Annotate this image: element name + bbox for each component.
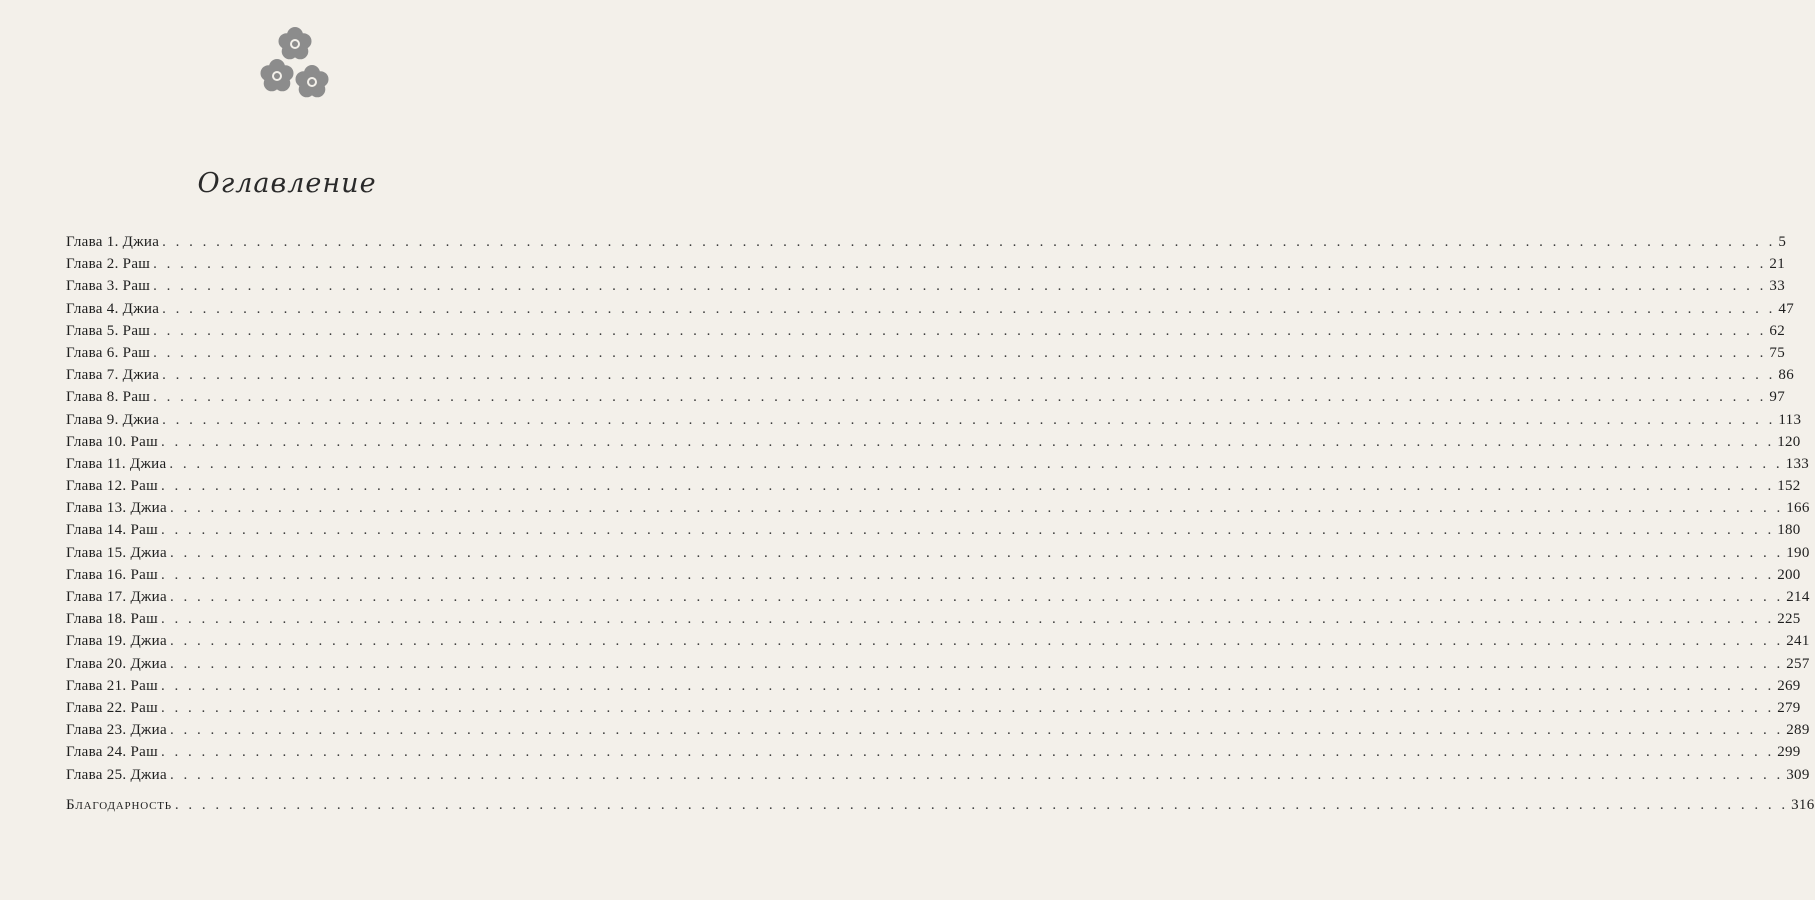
entry-title: Глава 9. Джиа — [66, 411, 160, 428]
entry-title: Глава 25. Джиа — [66, 766, 167, 783]
entry-page-number: 62 — [1769, 322, 1785, 339]
entry-page-number: 166 — [1786, 500, 1810, 517]
entry-page-number: 113 — [1778, 411, 1802, 428]
entry-page-number: 257 — [1786, 655, 1810, 672]
toc-entry[interactable] — [66, 630, 1810, 652]
entry-page-number: 5 — [1778, 234, 1787, 250]
entry-title: Глава 11. Джиа — [66, 455, 167, 472]
toc-entry[interactable] — [66, 409, 1802, 431]
entry-page-number: 152 — [1777, 478, 1801, 495]
toc-entry[interactable] — [66, 653, 1810, 675]
dot-leader: . . . . . . . . . . . . . . . . . . . . . . . . . . . . . . . . . . . . . . . . . . . . . . . . . . . . . . . . . . . . . . . . . . . . . . . . . . . . . . . . . . . . . . . . . . . . . . . . . . . . . . . . . . . . . . . . . . . . . . . . — [162, 234, 1776, 250]
entry-title: Глава 8. Раш — [66, 389, 151, 406]
toc-entry[interactable] — [66, 497, 1810, 519]
dot-leader: . . . . . . . . . . . . . . . . . . . . . . . . . . . . . . . . . . . . . . . . . . . . . . . . . . . . . . . . . . . . . . . . . . . . . . . . . . . . . . . . . . . . . . . . . . . . . . . . . . . . . . . . . . . . . . . . . . . . . . . . — [160, 744, 1775, 761]
entry-page-number: 279 — [1777, 699, 1801, 716]
toc-entry[interactable] — [66, 298, 1795, 320]
dot-leader: . . . . . . . . . . . . . . . . . . . . . . . . . . . . . . . . . . . . . . . . . . . . . . . . . . . . . . . . . . . . . . . . . . . . . . . . . . . . . . . . . . . . . . . . . . . . . . . . . . . . . . . . . . . . . . . . . . . . . . . . — [169, 722, 1784, 739]
entry-title: Глава 23. Джиа — [66, 722, 167, 739]
dot-leader: . . . . . . . . . . . . . . . . . . . . . . . . . . . . . . . . . . . . . . . . . . . . . . . . . . . . . . . . . . . . . . . . . . . . . . . . . . . . . . . . . . . . . . . . . . . . . . . . . . . . . . . . . . . . . . . . . . . . . . . . — [169, 589, 1784, 605]
entry-title: Глава 13. Джиа — [66, 500, 167, 517]
dot-leader: . . . . . . . . . . . . . . . . . . . . . . . . . . . . . . . . . . . . . . . . . . . . . . . . . . . . . . . . . . . . . . . . . . . . . . . . . . . . . . . . . . . . . . . . . . . . . . . . . . . . . . . . . . . . . . . . . . . . . . . . — [160, 699, 1775, 716]
dot-leader: . . . . . . . . . . . . . . . . . . . . . . . . . . . . . . . . . . . . . . . . . . . . . . . . . . . . . . . . . . . . . . . . . . . . . . . . . . . . . . . . . . . . . . . . . . . . . . . . . . . . . . . . . . . . . . . . . . . . . . . . — [169, 544, 1784, 561]
toc-entry[interactable] — [66, 719, 1810, 741]
entry-title: Глава 16. Раш — [66, 566, 158, 583]
dot-leader: . . . . . . . . . . . . . . . . . . . . . . . . . . . . . . . . . . . . . . . . . . . . . . . . . . . . . . . . . . . . . . . . . . . . . . . . . . . . . . . . . . . . . . . . . . . . . . . . . . . . . . . . . . . . . . . . . . . . . . . . — [169, 633, 1784, 650]
entry-page-number: 97 — [1769, 389, 1785, 406]
entry-page-number: 75 — [1769, 344, 1785, 361]
entry-title: Глава 10. Раш — [66, 433, 158, 450]
entry-title: Благодарность — [66, 796, 172, 813]
dot-leader: . . . . . . . . . . . . . . . . . . . . . . . . . . . . . . . . . . . . . . . . . . . . . . . . . . . . . . . . . . . . . . . . . . . . . . . . . . . . . . . . . . . . . . . . . . . . . . . . . . . . . . . . . . . . . . . . . . . . . . . . — [153, 389, 1767, 406]
entry-page-number: 190 — [1786, 544, 1810, 561]
entry-title: Глава 5. Раш — [66, 322, 151, 339]
entry-title: Глава 21. Раш — [66, 677, 158, 694]
toc-entry[interactable] — [66, 453, 1810, 475]
dot-leader: . . . . . . . . . . . . . . . . . . . . . . . . . . . . . . . . . . . . . . . . . . . . . . . . . . . . . . . . . . . . . . . . . . . . . . . . . . . . . . . . . . . . . . . . . . . . . . . . . . . . . . . . . . . . . . . . . . . . . . . . — [153, 344, 1767, 361]
toc-entry[interactable] — [66, 697, 1801, 719]
toc-entry[interactable] — [66, 741, 1801, 763]
entry-page-number: 299 — [1777, 744, 1801, 761]
entry-page-number: 200 — [1777, 566, 1801, 583]
dot-leader: . . . . . . . . . . . . . . . . . . . . . . . . . . . . . . . . . . . . . . . . . . . . . . . . . . . . . . . . . . . . . . . . . . . . . . . . . . . . . . . . . . . . . . . . . . . . . . . . . . . . . . . . . . . . . . . . . . . . . . . . — [160, 433, 1775, 450]
toc-entry[interactable] — [66, 542, 1810, 564]
toc-entry[interactable] — [66, 253, 1785, 275]
entry-title: Глава 20. Джиа — [66, 655, 167, 672]
toc-entry[interactable] — [66, 275, 1785, 297]
page-title: Оглавление — [197, 168, 377, 199]
toc-entry[interactable] — [66, 475, 1801, 497]
table-of-contents — [66, 231, 1815, 816]
dot-leader: . . . . . . . . . . . . . . . . . . . . . . . . . . . . . . . . . . . . . . . . . . . . . . . . . . . . . . . . . . . . . . . . . . . . . . . . . . . . . . . . . . . . . . . . . . . . . . . . . . . . . . . . . . . . . . . . . . . . . . . . — [160, 566, 1775, 583]
entry-title: Глава 12. Раш — [66, 478, 158, 495]
toc-entry[interactable] — [66, 431, 1801, 453]
entry-title: Глава 6. Раш — [66, 344, 151, 361]
entry-title: Глава 24. Раш — [66, 744, 158, 761]
dot-leader: . . . . . . . . . . . . . . . . . . . . . . . . . . . . . . . . . . . . . . . . . . . . . . . . . . . . . . . . . . . . . . . . . . . . . . . . . . . . . . . . . . . . . . . . . . . . . . . . . . . . . . . . . . . . . . . . . . . . . . . . — [153, 322, 1767, 339]
entry-page-number: 241 — [1786, 633, 1810, 650]
entry-page-number: 289 — [1786, 722, 1810, 739]
entry-title: Глава 19. Джиа — [66, 633, 167, 650]
dot-leader: . . . . . . . . . . . . . . . . . . . . . . . . . . . . . . . . . . . . . . . . . . . . . . . . . . . . . . . . . . . . . . . . . . . . . . . . . . . . . . . . . . . . . . . . . . . . . . . . . . . . . . . . . . . . . . . . . . . . . . . . — [162, 300, 1776, 317]
toc-entry[interactable] — [66, 386, 1785, 408]
entry-page-number: 225 — [1777, 611, 1801, 628]
toc-entry[interactable] — [66, 231, 1787, 253]
dot-leader: . . . . . . . . . . . . . . . . . . . . . . . . . . . . . . . . . . . . . . . . . . . . . . . . . . . . . . . . . . . . . . . . . . . . . . . . . . . . . . . . . . . . . . . . . . . . . . . . . . . . . . . . . . . . . . . . . . . . . . . . — [160, 677, 1775, 694]
toc-entry[interactable] — [66, 342, 1785, 364]
entry-title: Глава 18. Раш — [66, 611, 158, 628]
dot-leader: . . . . . . . . . . . . . . . . . . . . . . . . . . . . . . . . . . . . . . . . . . . . . . . . . . . . . . . . . . . . . . . . . . . . . . . . . . . . . . . . . . . . . . . . . . . . . . . . . . . . . . . . . . . . . . . . . . . . . . . . — [160, 611, 1775, 628]
dot-leader: . . . . . . . . . . . . . . . . . . . . . . . . . . . . . . . . . . . . . . . . . . . . . . . . . . . . . . . . . . . . . . . . . . . . . . . . . . . . . . . . . . . . . . . . . . . . . . . . . . . . . . . . . . . . . . . . . . . . . . . . — [160, 522, 1775, 539]
entry-page-number: 21 — [1769, 256, 1785, 273]
entry-title: Глава 4. Джиа — [66, 300, 160, 317]
toc-entry[interactable] — [66, 608, 1801, 630]
toc-entry[interactable] — [66, 564, 1801, 586]
entry-page-number: 316 — [1791, 796, 1815, 813]
entry-title: Глава 15. Джиа — [66, 544, 167, 561]
dot-leader: . . . . . . . . . . . . . . . . . . . . . . . . . . . . . . . . . . . . . . . . . . . . . . . . . . . . . . . . . . . . . . . . . . . . . . . . . . . . . . . . . . . . . . . . . . . . . . . . . . . . . . . . . . . . . . . . . . . . . . . . — [169, 500, 1784, 517]
entry-title: Глава 22. Раш — [66, 699, 158, 716]
entry-page-number: 180 — [1777, 522, 1801, 539]
entry-page-number: 309 — [1786, 766, 1810, 783]
dot-leader: . . . . . . . . . . . . . . . . . . . . . . . . . . . . . . . . . . . . . . . . . . . . . . . . . . . . . . . . . . . . . . . . . . . . . . . . . . . . . . . . . . . . . . . . . . . . . . . . . . . . . . . . . . . . . . . . . . . . . . . . — [160, 478, 1775, 495]
dot-leader: . . . . . . . . . . . . . . . . . . . . . . . . . . . . . . . . . . . . . . . . . . . . . . . . . . . . . . . . . . . . . . . . . . . . . . . . . . . . . . . . . . . . . . . . . . . . . . . . . . . . . . . . . . . . . . . . . . . . . . . . — [153, 256, 1767, 273]
entry-page-number: 33 — [1769, 278, 1785, 295]
entry-page-number: 133 — [1785, 455, 1810, 472]
toc-entry[interactable] — [66, 519, 1801, 541]
dot-leader: . . . . . . . . . . . . . . . . . . . . . . . . . . . . . . . . . . . . . . . . . . . . . . . . . . . . . . . . . . . . . . . . . . . . . . . . . . . . . . . . . . . . . . . . . . . . . . . . . . . . . . . . . . . . . . . . . . . . . . . . — [162, 411, 1776, 428]
toc-entry[interactable] — [66, 675, 1801, 697]
toc-entry[interactable] — [66, 320, 1785, 342]
three-flowers-icon — [258, 24, 330, 104]
entry-title: Глава 3. Раш — [66, 278, 151, 295]
entry-title: Глава 2. Раш — [66, 256, 151, 273]
entry-title: Глава 7. Джиа — [66, 367, 160, 384]
toc-entry-acknowledgements[interactable] — [66, 794, 1815, 816]
dot-leader: . . . . . . . . . . . . . . . . . . . . . . . . . . . . . . . . . . . . . . . . . . . . . . . . . . . . . . . . . . . . . . . . . . . . . . . . . . . . . . . . . . . . . . . . . . . . . . . . . . . . . . . . . . . . . . . . . . . . . . . . — [153, 278, 1767, 295]
dot-leader: . . . . . . . . . . . . . . . . . . . . . . . . . . . . . . . . . . . . . . . . . . . . . . . . . . . . . . . . . . . . . . . . . . . . . . . . . . . . . . . . . . . . . . . . . . . . . . . . . . . . . . . . . . . . . . . . . . . . . . . . — [169, 766, 1784, 783]
entry-title: Глава 1. Джиа — [66, 234, 160, 250]
entry-page-number: 269 — [1777, 677, 1801, 694]
toc-entry[interactable] — [66, 364, 1795, 386]
toc-entry[interactable] — [66, 764, 1810, 786]
entry-title: Глава 17. Джиа — [66, 589, 167, 605]
dot-leader: . . . . . . . . . . . . . . . . . . . . . . . . . . . . . . . . . . . . . . . . . . . . . . . . . . . . . . . . . . . . . . . . . . . . . . . . . . . . . . . . . . . . . . . . . . . . . . . . . . . . . . . . . . . . . . . . . . . . . . . . — [174, 796, 1789, 813]
dot-leader: . . . . . . . . . . . . . . . . . . . . . . . . . . . . . . . . . . . . . . . . . . . . . . . . . . . . . . . . . . . . . . . . . . . . . . . . . . . . . . . . . . . . . . . . . . . . . . . . . . . . . . . . . . . . . . . . . . . . . . . . — [162, 367, 1776, 384]
entry-page-number: 86 — [1778, 367, 1795, 384]
toc-entry[interactable] — [66, 586, 1810, 608]
entry-title: Глава 14. Раш — [66, 522, 158, 539]
entry-page-number: 214 — [1786, 589, 1810, 605]
dot-leader: . . . . . . . . . . . . . . . . . . . . . . . . . . . . . . . . . . . . . . . . . . . . . . . . . . . . . . . . . . . . . . . . . . . . . . . . . . . . . . . . . . . . . . . . . . . . . . . . . . . . . . . . . . . . . . . . . . . . . . . . — [169, 455, 1783, 472]
entry-page-number: 120 — [1777, 433, 1801, 450]
dot-leader: . . . . . . . . . . . . . . . . . . . . . . . . . . . . . . . . . . . . . . . . . . . . . . . . . . . . . . . . . . . . . . . . . . . . . . . . . . . . . . . . . . . . . . . . . . . . . . . . . . . . . . . . . . . . . . . . . . . . . . . . — [169, 655, 1784, 672]
entry-page-number: 47 — [1778, 300, 1795, 317]
